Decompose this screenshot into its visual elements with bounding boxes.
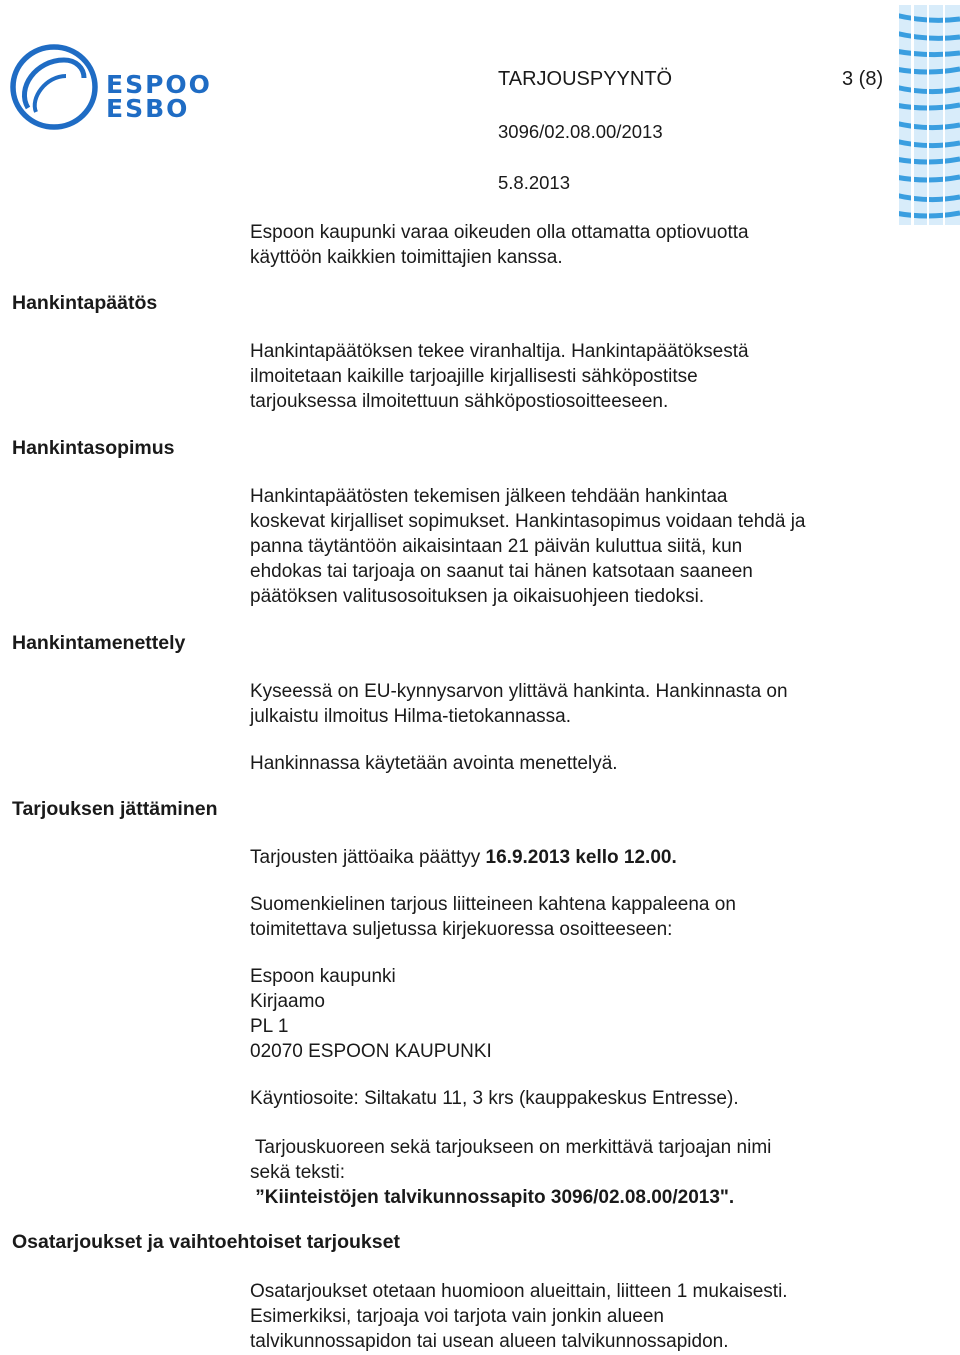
- envelope-paragraph: Tarjouskuoreen sekä tarjoukseen on merkittävä tarjoajan nimi sekä teksti: ”Kiinteistöjen talvikunnossapito 3096/02.08.00/2013".: [250, 1137, 772, 1208]
- logo-text-espoo: ESPOO: [106, 70, 212, 99]
- heading-hankintasopimus: Hankintasopimus: [12, 437, 175, 459]
- deadline-text: Tarjousten jättöaika päättyy: [250, 847, 486, 868]
- visiting-address: Käyntiosoite: Siltakatu 11, 3 krs (kauppakeskus Entresse).: [250, 1088, 739, 1109]
- procedure-paragraph: Kyseessä on EU-kynnysarvon ylittävä hankinta. Hankinnasta on julkaistu ilmoitus Hilma-tietokannassa.: [250, 681, 788, 727]
- document-date: 5.8.2013: [498, 172, 571, 193]
- espoo-watermark-graphic: [893, 5, 960, 225]
- heading-tarjouksen-jattaminen: Tarjouksen jättäminen: [12, 798, 218, 820]
- deadline-paragraph: [250, 845, 677, 870]
- delivery-address: Espoon kaupunki Kirjaamo PL 1 02070 ESPOON KAUPUNKI: [250, 966, 492, 1062]
- contract-paragraph: Hankintapäätösten tekemisen jälkeen tehdään hankintaa koskevat kirjalliset sopimukset. Hankintasopimus voidaan tehdä ja panna täytäntöön aikaisintaan 21 päivän kuluttua siitä, kun ehdokas tai tarjoaja on saanut tai hänen katsotaan saaneen päätöksen valitusosoituksen ja oikaisuohjeen tiedoksi.: [250, 486, 806, 607]
- logo-text-esbo: ESBO: [106, 94, 190, 123]
- option-paragraph: Espoon kaupunki varaa oikeuden olla ottamatta optiovuotta käyttöön kaikkien toimittajien kanssa.: [250, 222, 749, 268]
- procedure-open-paragraph: Hankinnassa käytetään avointa menettelyä.: [250, 753, 618, 774]
- espoo-logo-swirl-icon: [6, 38, 106, 134]
- partial-paragraph: Osatarjoukset otetaan huomioon alueittain, liitteen 1 mukaisesti. Esimerkiksi, tarjoaja voi tarjota vain jonkin alueen talvikunnossapidon tai usean alueen talvikunnossapidon.: [250, 1281, 788, 1352]
- heading-hankintamenettely: Hankintamenettely: [12, 632, 186, 654]
- heading-hankintapaatos: Hankintapäätös: [12, 292, 158, 314]
- heading-osatarjoukset: Osatarjoukset ja vaihtoehtoiset tarjoukset: [12, 1231, 400, 1253]
- document-title: TARJOUSPYYNTÖ: [498, 68, 673, 90]
- decision-paragraph: Hankintapäätöksen tekee viranhaltija. Hankintapäätöksestä ilmoitetaan kaikille tarjoajille kirjallisesti sähköpostitse tarjouksessa ilmoitettuun sähköpostiosoitteeseen.: [250, 341, 749, 412]
- reference-number: 3096/02.08.00/2013: [498, 121, 663, 142]
- deadline-date: 16.9.2013 kello 12.00.: [485, 847, 677, 868]
- delivery-paragraph: Suomenkielinen tarjous liitteineen kahtena kappaleena on toimitettava suljetussa kirjekuoressa osoitteeseen:: [250, 894, 736, 940]
- page-number: 3 (8): [842, 68, 884, 90]
- espoo-logo: [6, 38, 212, 134]
- envelope-marking: ”Kiinteistöjen talvikunnossapito 3096/02.08.00/2013".: [250, 1187, 735, 1208]
